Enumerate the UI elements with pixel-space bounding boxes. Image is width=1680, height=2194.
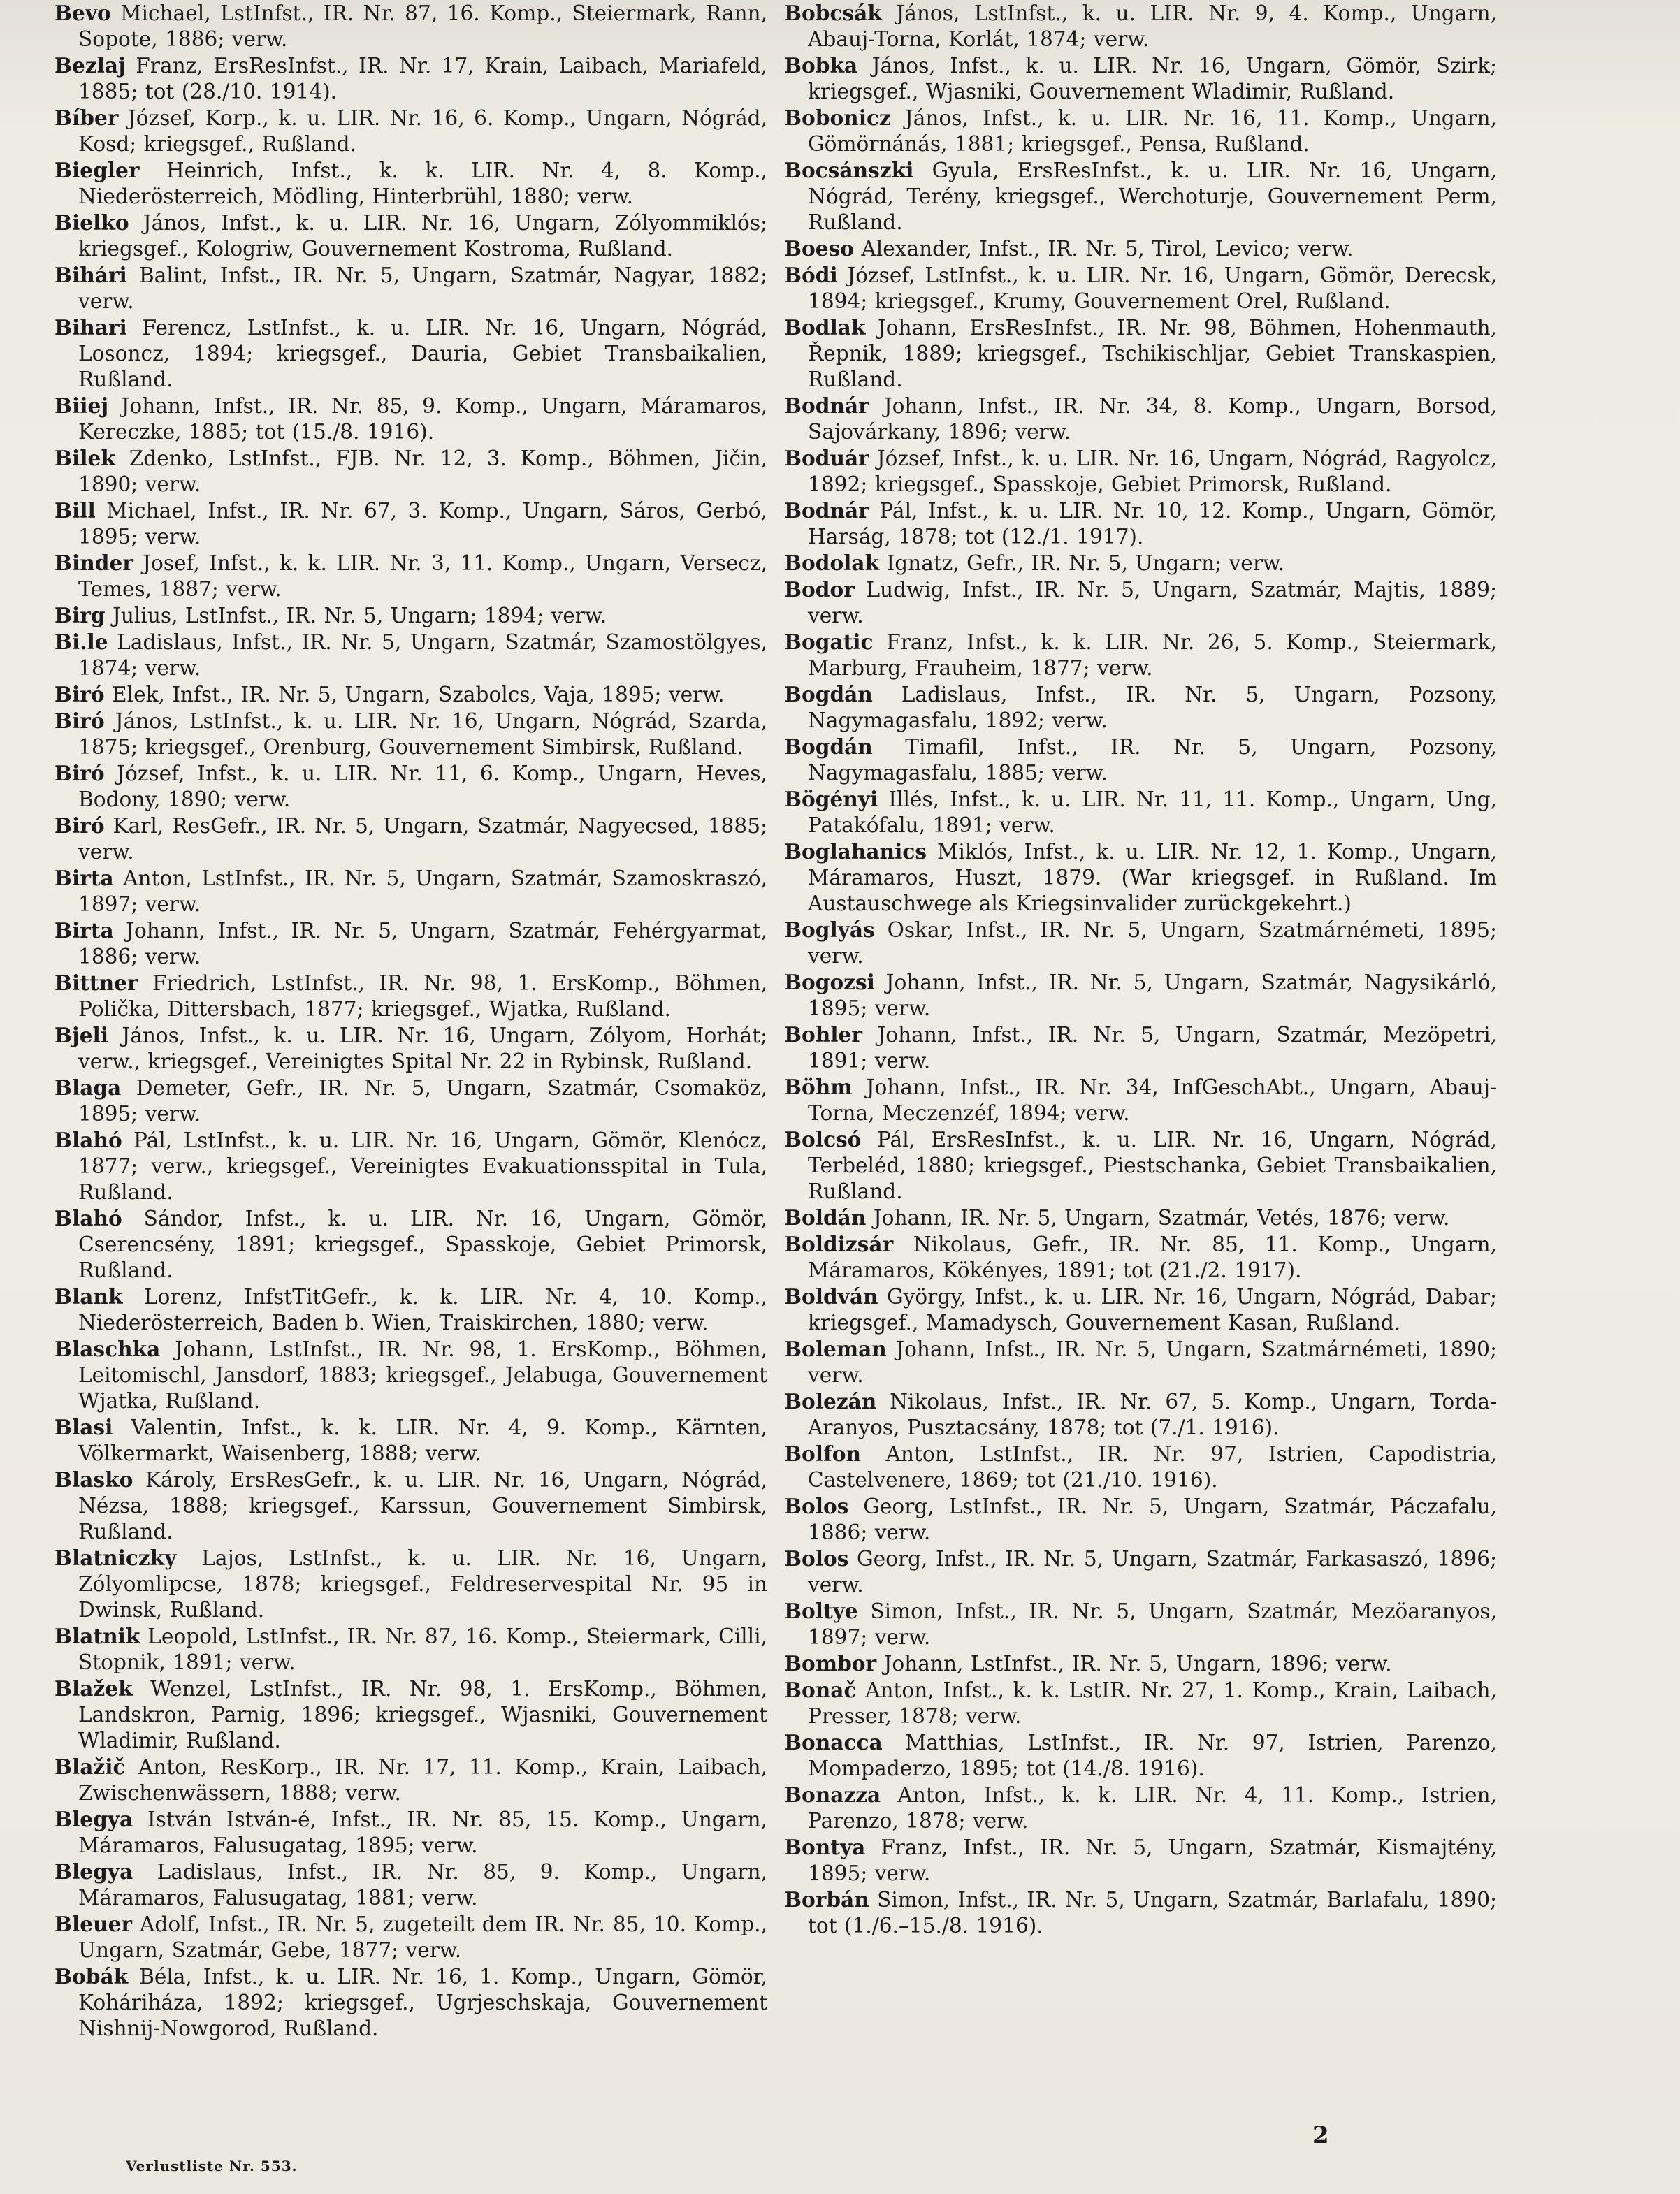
entry-surname: Boglahanics bbox=[784, 839, 927, 864]
entry-surname: Böhm bbox=[784, 1075, 853, 1099]
entry-surname: Bobka bbox=[784, 53, 858, 78]
casualty-entry bbox=[784, 1546, 1497, 1598]
entry-details: Ludwig, Infst., IR. Nr. 5, Ungarn, Szatmár, Majtis, 1889; verw. bbox=[808, 578, 1497, 627]
casualty-entry bbox=[55, 813, 767, 865]
entry-surname: Bittner bbox=[55, 971, 138, 995]
entry-details: Ignatz, Gefr., IR. Nr. 5, Ungarn; verw. bbox=[886, 551, 1285, 575]
entry-surname: Bogatic bbox=[784, 630, 874, 654]
entry-surname: Binder bbox=[55, 551, 133, 575]
entry-surname: Bonacca bbox=[784, 1730, 883, 1755]
entry-surname: Bihari bbox=[55, 315, 127, 340]
casualty-entry bbox=[55, 157, 767, 210]
entry-details: Johann, Infst., IR. Nr. 5, Ungarn, Szatmárnémeti, 1890; verw. bbox=[808, 1337, 1497, 1387]
entry-details: Michael, LstInfst., IR. Nr. 87, 16. Komp., Steiermark, Rann, Sopote, 1886; verw. bbox=[78, 1, 767, 51]
casualty-entry bbox=[55, 917, 767, 970]
casualty-entry bbox=[55, 1754, 767, 1806]
entry-surname: Bocsánszki bbox=[784, 158, 914, 182]
casualty-entry bbox=[55, 602, 767, 629]
casualty-entry bbox=[784, 1729, 1497, 1782]
entry-details: Johann, ErsResInfst., IR. Nr. 98, Böhmen, Hohenmauth, Řepnik, 1889; kriegsgef., Tschikischljar, Gebiet Transkaspien, Rußland. bbox=[808, 316, 1497, 391]
casualty-entry bbox=[784, 1493, 1497, 1546]
entry-details: János, Infst., k. u. LIR. Nr. 16, 11. Komp., Ungarn, Gömörnánás, 1881; kriegsgef., Pensa, Rußland. bbox=[808, 106, 1497, 156]
casualty-entry bbox=[784, 576, 1497, 629]
entry-details: Károly, ErsResGefr., k. u. LIR. Nr. 16, Ungarn, Nógrád, Nézsa, 1888; kriegsgef., Karssun, Gouvernement Simbirsk, Rußland. bbox=[78, 1468, 767, 1543]
entry-details: György, Infst., k. u. LIR. Nr. 16, Ungarn, Nógrád, Dabar; kriegsgef., Mamadysch, Gouvernement Kasan, Rußland. bbox=[808, 1285, 1497, 1335]
entry-surname: Bolfon bbox=[784, 1441, 861, 1466]
casualty-entry bbox=[55, 1545, 767, 1623]
entry-details: János, LstInfst., k. u. LIR. Nr. 9, 4. Komp., Ungarn, Abauj-Torna, Korlát, 1874; verw. bbox=[808, 1, 1497, 51]
entry-details: Pál, ErsResInfst., k. u. LIR. Nr. 16, Ungarn, Nógrád, Terbeléd, 1880; kriegsgef., Piestschanka, Gebiet Transbaikalien, Rußland. bbox=[808, 1128, 1497, 1203]
entry-surname: Boltye bbox=[784, 1599, 858, 1623]
casualty-entry bbox=[784, 262, 1497, 314]
entry-surname: Borbán bbox=[784, 1887, 869, 1912]
casualty-entry bbox=[784, 1834, 1497, 1887]
entry-surname: Bíber bbox=[55, 106, 119, 130]
entry-surname: Birta bbox=[55, 866, 114, 890]
entry-surname: Bobcsák bbox=[784, 1, 882, 25]
casualty-entry bbox=[784, 1284, 1497, 1336]
entry-surname: Bódi bbox=[784, 263, 838, 287]
entry-details: Johann, Infst., IR. Nr. 34, InfGeschAbt., Ungarn, Abauj-Torna, Meczenzéf, 1894; verw. bbox=[808, 1075, 1497, 1125]
entry-surname: Bevo bbox=[55, 1, 111, 25]
entry-surname: Bodnár bbox=[784, 498, 869, 523]
entry-details: János, Infst., k. u. LIR. Nr. 16, Ungarn, Zólyom, Horhát; verw., kriegsgef., Vereinigtes Spital Nr. 22 in Rybinsk, Rußland. bbox=[78, 1024, 767, 1073]
entry-details: Simon, Infst., IR. Nr. 5, Ungarn, Szatmár, Barlafalu, 1890; tot (1./6.–15./8. 1916). bbox=[808, 1888, 1497, 1938]
entry-surname: Bodolak bbox=[784, 551, 880, 575]
entry-details: Michael, Infst., IR. Nr. 67, 3. Komp., Ungarn, Sáros, Gerbó, 1895; verw. bbox=[78, 499, 767, 548]
casualty-entry bbox=[55, 1336, 767, 1414]
casualty-entry bbox=[784, 917, 1497, 969]
entry-details: Nikolaus, Gefr., IR. Nr. 85, 11. Komp., Ungarn, Máramaros, Kökényes, 1891; tot (21./2. 1917). bbox=[808, 1233, 1497, 1282]
entry-surname: Blahó bbox=[55, 1128, 122, 1152]
casualty-entry bbox=[55, 0, 767, 52]
list-number-footer: Verlustliste Nr. 553. bbox=[126, 2158, 298, 2174]
entry-details: Johann, Infst., IR. Nr. 85, 9. Komp., Ungarn, Máramaros, Kereczke, 1885; tot (15./8. 1916). bbox=[78, 394, 767, 444]
casualty-entry bbox=[784, 1598, 1497, 1650]
entry-surname: Boduár bbox=[784, 446, 869, 470]
entry-surname: Boglyás bbox=[784, 917, 875, 942]
entry-details: Georg, LstInfst., IR. Nr. 5, Ungarn, Szatmár, Páczafalu, 1886; verw. bbox=[808, 1495, 1497, 1544]
casualty-entry bbox=[55, 550, 767, 602]
entry-details: Anton, LstInfst., IR. Nr. 97, Istrien, Capodistria, Castelvenere, 1869; tot (21./10. 1916). bbox=[808, 1442, 1497, 1492]
entry-details: János, Infst., k. u. LIR. Nr. 16, Ungarn, Gömör, Szirk; kriegsgef., Wjasniki, Gouvernement Wladimir, Rußland. bbox=[808, 54, 1497, 103]
casualty-entry bbox=[784, 497, 1497, 550]
entry-surname: Bogdán bbox=[784, 734, 873, 759]
entry-surname: Bezlaj bbox=[55, 53, 126, 78]
entry-surname: Bodor bbox=[784, 577, 855, 602]
entry-details: Johann, IR. Nr. 5, Ungarn, Szatmár, Vetés, 1876; verw. bbox=[873, 1206, 1450, 1230]
entry-details: Alexander, Infst., IR. Nr. 5, Tirol, Levico; verw. bbox=[861, 237, 1354, 261]
casualty-entry bbox=[784, 1126, 1497, 1205]
entry-surname: Bogdán bbox=[784, 682, 873, 706]
entry-details: Anton, ResKorp., IR. Nr. 17, 11. Komp., Krain, Laibach, Zwischenwässern, 1888; verw. bbox=[78, 1755, 767, 1805]
entry-details: János, Infst., k. u. LIR. Nr. 16, Ungarn, Zólyommiklós; kriegsgef., Kologriw, Gouvernement Kostroma, Rußland. bbox=[78, 211, 767, 261]
entry-details: Ladislaus, Infst., IR. Nr. 5, Ungarn, Szatmár, Szamostölgyes, 1874; verw. bbox=[78, 630, 767, 680]
entry-details: Ladislaus, Infst., IR. Nr. 85, 9. Komp., Ungarn, Máramaros, Falusugatag, 1881; verw. bbox=[78, 1860, 767, 1910]
entry-surname: Bodlak bbox=[784, 315, 866, 340]
entry-surname: Bolcsó bbox=[784, 1127, 862, 1152]
entry-surname: Bi.le bbox=[55, 630, 108, 654]
entry-surname: Biró bbox=[55, 761, 105, 785]
entry-details: Pál, Infst., k. u. LIR. Nr. 10, 12. Komp., Ungarn, Gömör, Harság, 1878; tot (12./1. 1917). bbox=[808, 499, 1497, 548]
entry-details: Balint, Infst., IR. Nr. 5, Ungarn, Szatmár, Nagyar, 1882; verw. bbox=[78, 263, 767, 313]
entry-surname: Bontya bbox=[784, 1835, 866, 1859]
entry-surname: Blank bbox=[55, 1284, 123, 1309]
casualty-entry bbox=[55, 497, 767, 550]
entry-surname: Birta bbox=[55, 918, 114, 943]
entry-details: József, Korp., k. u. LIR. Nr. 16, 6. Komp., Ungarn, Nógrád, Kosd; kriegsgef., Rußland. bbox=[78, 106, 767, 156]
entry-details: Johann, LstInfst., IR. Nr. 98, 1. ErsKomp., Böhmen, Leitomischl, Jansdorf, 1883; kriegsgef., Jelabuga, Gouvernement Wjatka, Rußland. bbox=[78, 1337, 767, 1413]
casualty-entry bbox=[55, 1414, 767, 1467]
entry-surname: Bill bbox=[55, 498, 96, 523]
casualty-entry bbox=[784, 1074, 1497, 1126]
entry-details: Wenzel, LstInfst., IR. Nr. 98, 1. ErsKomp., Böhmen, Landskron, Parnig, 1896; kriegsgef., Wjasniki, Gouvernement Wladimir, Rußland. bbox=[78, 1677, 767, 1752]
entry-details: Béla, Infst., k. u. LIR. Nr. 16, 1. Komp., Ungarn, Gömör, Koháriháza, 1892; kriegsgef., Ugrjeschskaja, Gouvernement Nishnij-Nowgorod, Rußland. bbox=[78, 1965, 767, 2040]
entry-details: Zdenko, LstInfst., FJB. Nr. 12, 3. Komp., Böhmen, Jičin, 1890; verw. bbox=[78, 446, 767, 496]
entry-details: Lajos, LstInfst., k. u. LIR. Nr. 16, Ungarn, Zólyomlipcse, 1878; kriegsgef., Feldreservespital Nr. 95 in Dwinsk, Rußland. bbox=[78, 1546, 767, 1622]
entry-details: Georg, Infst., IR. Nr. 5, Ungarn, Szatmár, Farkasaszó, 1896; verw. bbox=[808, 1547, 1497, 1597]
casualty-entry bbox=[55, 1859, 767, 1911]
entry-details: János, LstInfst., k. u. LIR. Nr. 16, Ungarn, Nógrád, Szarda, 1875; kriegsgef., Orenburg, Gouvernement Simbirsk, Rußland. bbox=[78, 709, 767, 759]
entry-surname: Blaga bbox=[55, 1075, 122, 1100]
casualty-entry bbox=[784, 235, 1497, 262]
casualty-entry bbox=[55, 629, 767, 681]
entry-details: Simon, Infst., IR. Nr. 5, Ungarn, Szatmár, Mezöaranyos, 1897; verw. bbox=[808, 1599, 1497, 1649]
casualty-entry bbox=[784, 681, 1497, 734]
entry-details: Illés, Infst., k. u. LIR. Nr. 11, 11. Komp., Ungarn, Ung, Patakófalu, 1891; verw. bbox=[808, 787, 1497, 837]
entry-details: Josef, Infst., k. k. LIR. Nr. 3, 11. Komp., Ungarn, Versecz, Temes, 1887; verw. bbox=[78, 551, 767, 601]
casualty-entry bbox=[55, 393, 767, 445]
entry-surname: Blažek bbox=[55, 1676, 133, 1701]
entry-details: Lorenz, InfstTitGefr., k. k. LIR. Nr. 4, 10. Komp., Niederösterreich, Baden b. Wien, Traiskirchen, 1880; verw. bbox=[78, 1285, 767, 1335]
casualty-entry bbox=[784, 1231, 1497, 1284]
casualty-entry bbox=[784, 1388, 1497, 1441]
entry-details: Gyula, ErsResInfst., k. u. LIR. Nr. 16, Ungarn, Nógrád, Terény, kriegsgef., Werchoturje, Gouvernement Perm, Rußland. bbox=[808, 159, 1497, 234]
casualty-entry bbox=[784, 1782, 1497, 1834]
casualty-entry bbox=[784, 1887, 1497, 1939]
right-column bbox=[784, 0, 1497, 1939]
casualty-entry bbox=[784, 314, 1497, 393]
entry-details: Sándor, Infst., k. u. LIR. Nr. 16, Ungarn, Gömör, Cserencsény, 1891; kriegsgef., Spasskoje, Gebiet Primorsk, Rußland. bbox=[78, 1207, 767, 1282]
casualty-entry bbox=[55, 760, 767, 813]
entry-details: Demeter, Gefr., IR. Nr. 5, Ungarn, Szatmár, Csomaköz, 1895; verw. bbox=[78, 1076, 767, 1126]
entry-surname: Bogozsi bbox=[784, 970, 875, 994]
casualty-entry bbox=[784, 550, 1497, 576]
entry-details: Julius, LstInfst., IR. Nr. 5, Ungarn; 1894; verw. bbox=[112, 604, 607, 627]
entry-surname: Bobák bbox=[55, 1964, 129, 1989]
entry-surname: Blegya bbox=[55, 1859, 133, 1884]
entry-surname: Bleuer bbox=[55, 1912, 133, 1936]
casualty-entry bbox=[784, 629, 1497, 681]
entry-surname: Bjeli bbox=[55, 1023, 109, 1047]
entry-details: Johann, Infst., IR. Nr. 34, 8. Komp., Ungarn, Borsod, Sajovárkany, 1896; verw. bbox=[808, 394, 1497, 444]
entry-details: Franz, ErsResInfst., IR. Nr. 17, Krain, Laibach, Mariafeld, 1885; tot (28./10. 1914). bbox=[78, 54, 767, 103]
entry-details: Franz, Infst., k. k. LIR. Nr. 26, 5. Komp., Steiermark, Marburg, Frauheim, 1877; verw. bbox=[808, 630, 1497, 680]
casualty-entry bbox=[55, 708, 767, 760]
entry-details: Matthias, LstInfst., IR. Nr. 97, Istrien, Parenzo, Mompaderzo, 1895; tot (14./8. 1916). bbox=[808, 1731, 1497, 1780]
casualty-entry bbox=[55, 262, 767, 314]
entry-surname: Birg bbox=[55, 603, 106, 627]
entry-details: Elek, Infst., IR. Nr. 5, Ungarn, Szabolcs, Vaja, 1895; verw. bbox=[112, 683, 725, 706]
entry-surname: Boleman bbox=[784, 1337, 887, 1361]
casualty-entry bbox=[55, 1467, 767, 1545]
entry-details: József, LstInfst., k. u. LIR. Nr. 16, Ungarn, Gömör, Derecsk, 1894; kriegsgef., Krumy, Gouvernement Orel, Rußland. bbox=[808, 263, 1497, 313]
entry-surname: Blegya bbox=[55, 1807, 133, 1831]
entry-details: Nikolaus, Infst., IR. Nr. 67, 5. Komp., Ungarn, Torda-Aranyos, Pusztacsány, 1878; tot (7./1. 1916). bbox=[808, 1390, 1497, 1439]
casualty-entry bbox=[55, 1806, 767, 1859]
casualty-entry bbox=[784, 1022, 1497, 1074]
entry-surname: Bodnár bbox=[784, 393, 869, 418]
entry-details: Friedrich, LstInfst., IR. Nr. 98, 1. ErsKomp., Böhmen, Polička, Dittersbach, 1877; kriegsgef., Wjatka, Rußland. bbox=[78, 971, 767, 1021]
entry-surname: Biiej bbox=[55, 393, 109, 418]
casualty-entry bbox=[784, 1441, 1497, 1493]
entry-surname: Bolos bbox=[784, 1494, 849, 1518]
casualty-entry bbox=[784, 52, 1497, 105]
entry-details: Johann, Infst., IR. Nr. 5, Ungarn, Szatmár, Mezöpetri, 1891; verw. bbox=[808, 1023, 1497, 1073]
entry-surname: Blahó bbox=[55, 1206, 122, 1230]
entry-surname: Biró bbox=[55, 682, 105, 706]
entry-surname: Bonač bbox=[784, 1678, 857, 1702]
casualty-entry bbox=[55, 1127, 767, 1205]
casualty-entry bbox=[784, 1336, 1497, 1388]
entry-details: Leopold, LstInfst., IR. Nr. 87, 16. Komp., Steiermark, Cilli, Stopnik, 1891; verw. bbox=[78, 1625, 767, 1674]
entry-surname: Bolezán bbox=[784, 1389, 877, 1414]
entry-details: Adolf, Infst., IR. Nr. 5, zugeteilt dem IR. Nr. 85, 10. Komp., Ungarn, Szatmár, Gebe, 1877; verw. bbox=[78, 1912, 767, 1962]
left-column bbox=[55, 0, 767, 2042]
casualty-entry bbox=[55, 314, 767, 393]
casualty-entry bbox=[784, 105, 1497, 157]
entry-details: István István-é, Infst., IR. Nr. 85, 15. Komp., Ungarn, Máramaros, Falusugatag, 1895; verw. bbox=[78, 1808, 767, 1857]
casualty-entry bbox=[55, 210, 767, 262]
entry-surname: Bobonicz bbox=[784, 106, 891, 130]
entry-details: Anton, Infst., k. k. LstIR. Nr. 27, 1. Komp., Krain, Laibach, Presser, 1878; verw. bbox=[808, 1678, 1497, 1728]
entry-surname: Blaschka bbox=[55, 1337, 161, 1361]
entry-details: Ladislaus, Infst., IR. Nr. 5, Ungarn, Pozsony, Nagymagasfalu, 1892; verw. bbox=[808, 683, 1497, 732]
casualty-entry bbox=[784, 734, 1497, 786]
entry-surname: Blažič bbox=[55, 1755, 126, 1779]
entry-surname: Biró bbox=[55, 813, 105, 838]
casualty-entry bbox=[55, 445, 767, 497]
casualty-entry bbox=[55, 1963, 767, 2042]
entry-surname: Boldván bbox=[784, 1284, 878, 1309]
casualty-entry bbox=[55, 52, 767, 105]
casualty-entry bbox=[784, 445, 1497, 497]
entry-details: Ferencz, LstInfst., k. u. LIR. Nr. 16, Ungarn, Nógrád, Losoncz, 1894; kriegsgef., Dauria, Gebiet Transbaikalien, Rußland. bbox=[78, 316, 767, 391]
casualty-entry bbox=[55, 1284, 767, 1336]
casualty-entry bbox=[55, 865, 767, 917]
casualty-entry bbox=[55, 970, 767, 1022]
casualty-entry bbox=[55, 681, 767, 708]
casualty-entry bbox=[55, 1075, 767, 1127]
casualty-entry bbox=[784, 838, 1497, 917]
entry-surname: Biró bbox=[55, 709, 105, 733]
entry-surname: Blasi bbox=[55, 1415, 113, 1439]
casualty-entry bbox=[784, 0, 1497, 52]
entry-surname: Boldán bbox=[784, 1205, 867, 1230]
casualty-entry bbox=[784, 786, 1497, 838]
entry-details: Johann, Infst., IR. Nr. 5, Ungarn, Szatmár, Fehérgyarmat, 1886; verw. bbox=[78, 919, 767, 968]
entry-details: Oskar, Infst., IR. Nr. 5, Ungarn, Szatmárnémeti, 1895; verw. bbox=[808, 918, 1497, 968]
entry-surname: Bögényi bbox=[784, 787, 878, 811]
casualty-entry bbox=[55, 1676, 767, 1754]
entry-surname: Blasko bbox=[55, 1467, 133, 1492]
entry-surname: Blatnik bbox=[55, 1624, 140, 1648]
entry-surname: Blatniczky bbox=[55, 1546, 177, 1570]
entry-details: Johann, Infst., IR. Nr. 5, Ungarn, Szatmár, Nagysikárló, 1895; verw. bbox=[808, 971, 1497, 1020]
entry-surname: Bohler bbox=[784, 1022, 862, 1047]
entry-details: Anton, LstInfst., IR. Nr. 5, Ungarn, Szatmár, Szamoskraszó, 1897; verw. bbox=[78, 866, 767, 916]
entry-surname: Boldizsár bbox=[784, 1232, 894, 1256]
casualty-entry bbox=[784, 393, 1497, 445]
page-number: 2 bbox=[1312, 2121, 1329, 2149]
entry-details: Miklós, Infst., k. u. LIR. Nr. 12, 1. Komp., Ungarn, Máramaros, Huszt, 1879. (War kriegsgef. in Rußland. Im Austauschwege als Kriegsinvalider zurückgekehrt.) bbox=[808, 840, 1497, 915]
casualty-entry bbox=[784, 1205, 1497, 1231]
casualty-entry bbox=[55, 105, 767, 157]
entry-details: Pál, LstInfst., k. u. LIR. Nr. 16, Ungarn, Gömör, Klenócz, 1877; verw., kriegsgef., Vereinigtes Evakuationsspital in Tula, Rußland. bbox=[78, 1128, 767, 1204]
entry-details: Johann, LstInfst., IR. Nr. 5, Ungarn, 1896; verw. bbox=[883, 1652, 1392, 1676]
casualty-entry bbox=[55, 1623, 767, 1676]
casualty-entry bbox=[55, 1911, 767, 1963]
entry-surname: Bihári bbox=[55, 263, 127, 287]
entry-surname: Bombor bbox=[784, 1651, 877, 1676]
entry-surname: Biegler bbox=[55, 158, 140, 182]
casualty-entry bbox=[55, 1022, 767, 1075]
entry-surname: Bilek bbox=[55, 446, 115, 470]
entry-details: József, Infst., k. u. LIR. Nr. 11, 6. Komp., Ungarn, Heves, Bodony, 1890; verw. bbox=[78, 762, 767, 811]
entry-surname: Boeso bbox=[784, 236, 854, 261]
entry-surname: Bielko bbox=[55, 210, 129, 235]
casualty-entry bbox=[55, 1205, 767, 1284]
entry-details: Timafil, Infst., IR. Nr. 5, Ungarn, Pozsony, Nagymagasfalu, 1885; verw. bbox=[808, 735, 1497, 785]
entry-details: József, Infst., k. u. LIR. Nr. 16, Ungarn, Nógrád, Ragyolcz, 1892; kriegsgef., Spasskoje, Gebiet Primorsk, Rußland. bbox=[808, 446, 1497, 496]
casualty-entry bbox=[784, 1677, 1497, 1729]
entry-details: Valentin, Infst., k. k. LIR. Nr. 4, 9. Komp., Kärnten, Völkermarkt, Waisenberg, 1888; verw. bbox=[78, 1416, 767, 1465]
entry-details: Heinrich, Infst., k. k. LIR. Nr. 4, 8. Komp., Niederösterreich, Mödling, Hinterbrühl, 1880; verw. bbox=[78, 159, 767, 208]
entry-details: Franz, Infst., IR. Nr. 5, Ungarn, Szatmár, Kismajtény, 1895; verw. bbox=[808, 1836, 1497, 1885]
entry-details: Anton, Infst., k. k. LIR. Nr. 4, 11. Komp., Istrien, Parenzo, 1878; verw. bbox=[808, 1783, 1497, 1833]
casualty-entry bbox=[784, 969, 1497, 1022]
casualty-entry bbox=[784, 157, 1497, 235]
entry-surname: Bolos bbox=[784, 1546, 849, 1571]
entry-details: Karl, ResGefr., IR. Nr. 5, Ungarn, Szatmár, Nagyecsed, 1885; verw. bbox=[78, 814, 767, 864]
casualty-entry bbox=[784, 1650, 1497, 1677]
entry-surname: Bonazza bbox=[784, 1782, 881, 1807]
